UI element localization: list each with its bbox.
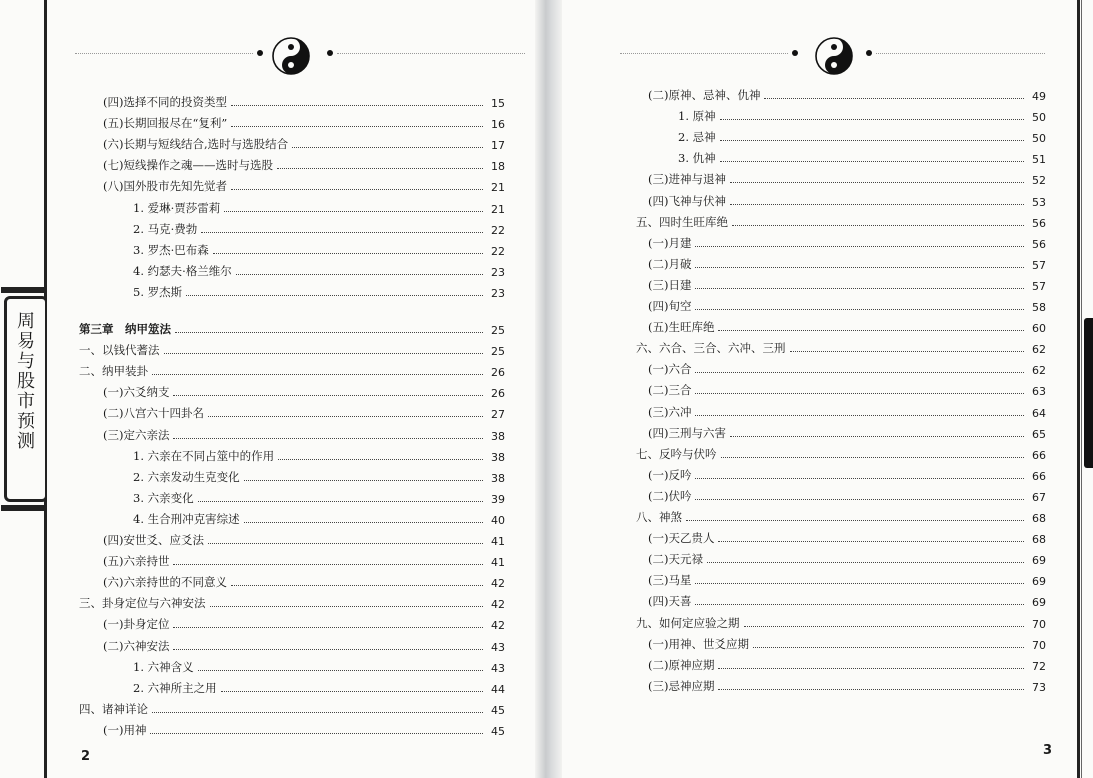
dot-leader: [186, 295, 483, 296]
toc-entry: [79, 317, 505, 337]
dot-leader: [150, 733, 483, 734]
toc-entry-title: (三)六冲: [648, 404, 692, 419]
dot-leader: [231, 126, 483, 127]
dot-leader: [718, 668, 1024, 669]
toc-entry-title: (四)安世爻、应爻法: [103, 533, 204, 547]
toc-entry-page: 52: [1032, 174, 1046, 188]
toc-entry-page: 43: [491, 661, 505, 675]
dot-leader: [210, 606, 484, 607]
right-page: [562, 0, 1062, 778]
dot-leader: [244, 522, 483, 523]
toc-entry-page: 57: [1032, 279, 1046, 293]
toc-entry-title: 第三章 纳甲筮法: [79, 322, 171, 336]
dot-leader: [231, 105, 483, 106]
toc-entry-page: 70: [1032, 617, 1046, 631]
toc-entry-title: 一、以钱代蓍法: [79, 343, 160, 358]
toc-entry-title: (五)六亲持世: [103, 554, 170, 569]
toc-entry-page: 69: [1032, 596, 1046, 610]
toc-entry: [133, 486, 505, 506]
dot-leader: [231, 189, 483, 190]
dot-leader: [236, 274, 483, 275]
toc-entry-page: 22: [491, 244, 505, 258]
toc-entry-title: (三)日建: [648, 277, 692, 292]
toc-entry-page: 38: [491, 471, 505, 485]
dot-leader: [213, 253, 483, 254]
toc-entry-title: (八)国外股市先知先觉者: [103, 179, 227, 194]
dot-leader: [686, 520, 1024, 521]
dot-leader: [164, 353, 484, 354]
toc-entry-page: 25: [491, 345, 505, 359]
toc-entry-title: (二)月破: [648, 256, 692, 271]
toc-entry-page: 69: [1032, 575, 1046, 589]
toc-entry-title: (六)六亲持世的不同意义: [103, 575, 227, 590]
toc-entry-page: 40: [491, 513, 505, 527]
toc-entry-title: (三)定六亲法: [103, 427, 170, 442]
toc-entry-page: 62: [1032, 364, 1046, 378]
toc-entry: [648, 484, 1046, 504]
header-dot-left: [792, 50, 798, 56]
toc-entry-page: 64: [1032, 406, 1046, 420]
toc-entry-page: 41: [491, 556, 505, 570]
spine-bar-top: [1, 287, 49, 293]
book-gutter: [535, 0, 562, 778]
toc-entry: [648, 674, 1046, 694]
toc-entry-title: (四)选择不同的投资类型: [103, 95, 227, 109]
toc-entry-page: 68: [1032, 512, 1046, 525]
right-edge-rule: [1077, 0, 1080, 778]
dot-leader: [695, 246, 1024, 247]
toc-entry-title: (四)三刑与六害: [648, 425, 726, 440]
toc-entry-title: 1. 六神含义: [133, 659, 194, 674]
toc-entry-title: 3. 六亲变化: [133, 490, 194, 505]
toc-entry-title: 三、卦身定位与六神安法: [79, 596, 206, 611]
dot-leader: [721, 457, 1025, 458]
dot-leader: [720, 140, 1024, 141]
toc-entry: [636, 611, 1046, 631]
toc-entry: [648, 589, 1046, 609]
left-page: [47, 0, 535, 778]
toc-entry-title: (一)用神: [103, 722, 147, 737]
toc-entry-title: (二)三合: [648, 383, 692, 398]
toc-entry-page: 56: [1032, 216, 1046, 230]
toc-entry-page: 51: [1032, 153, 1046, 167]
toc-entry-title: 四、诸神详论: [79, 701, 148, 716]
dot-leader: [695, 583, 1024, 584]
toc-entry: [103, 153, 505, 173]
toc-entry-title: (一)用神、世爻应期: [648, 636, 749, 651]
spine-label: [4, 296, 48, 502]
toc-entry-title: 3. 罗杰·巴布森: [133, 242, 209, 257]
dot-leader: [718, 541, 1024, 542]
dot-leader: [278, 459, 483, 460]
right-book-edge: [1062, 0, 1093, 778]
toc-entry-title: (六)长期与短线结合,选时与选股结合: [103, 137, 289, 152]
toc-entry-page: 26: [491, 387, 505, 401]
toc-entry: [648, 378, 1046, 398]
toc-entry-title: 2. 六神所主之用: [133, 680, 217, 695]
toc-entry-title: (三)马星: [648, 573, 692, 588]
header-dotted-rule-right: [337, 53, 525, 54]
dot-leader: [224, 211, 483, 212]
toc-entry: [648, 83, 1046, 103]
dot-leader: [753, 647, 1024, 648]
header-dot-left: [257, 50, 263, 56]
toc-entry: [678, 104, 1046, 124]
dot-leader: [152, 374, 483, 375]
toc-entry: [103, 380, 505, 400]
dot-leader: [277, 168, 483, 169]
toc-entry: [648, 400, 1046, 420]
toc-entry: [648, 315, 1046, 335]
dot-leader: [173, 438, 483, 439]
toc-entry-page: 57: [1032, 258, 1046, 272]
toc-entry-page: 22: [491, 223, 505, 237]
toc-entry-page: 18: [491, 160, 505, 174]
toc-entry-title: (一)月建: [648, 235, 692, 250]
dot-leader: [695, 604, 1024, 605]
toc-entry-page: 69: [1032, 554, 1046, 568]
toc-entry-title: 六、六合、三合、六冲、三刑: [636, 341, 786, 356]
dot-leader: [730, 182, 1024, 183]
toc-entry-title: (二)八宫六十四卦名: [103, 406, 204, 421]
toc-entry: [648, 167, 1046, 187]
toc-entry: [648, 273, 1046, 293]
toc-entry: [103, 549, 505, 569]
toc-entry-title: 1. 六亲在不同占筮中的作用: [133, 448, 275, 463]
toc-entry-title: (三)进神与退神: [648, 172, 726, 187]
toc-entry-title: 5. 罗杰斯: [133, 284, 183, 299]
toc-entry: [133, 238, 505, 258]
dot-leader: [695, 415, 1024, 416]
dot-leader: [231, 585, 483, 586]
dot-leader: [173, 649, 483, 650]
toc-entry: [103, 174, 505, 194]
dot-leader: [720, 119, 1024, 120]
toc-entry: [103, 111, 505, 131]
dot-leader: [720, 161, 1024, 162]
dot-leader: [695, 478, 1024, 479]
toc-entry-page: 56: [1032, 237, 1046, 251]
dot-leader: [744, 626, 1025, 627]
dot-leader: [695, 288, 1024, 289]
dot-leader: [173, 564, 483, 565]
toc-entry-title: (三)忌神应期: [648, 678, 715, 693]
toc-entry-title: (一)六合: [648, 362, 692, 377]
yin-yang-icon: [814, 36, 854, 76]
spine-bar-bottom: [1, 505, 49, 511]
toc-entry-title: (五)生旺库绝: [648, 320, 715, 335]
toc-entry: [103, 132, 505, 152]
toc-entry-page: 49: [1032, 90, 1046, 103]
toc-entry: [133, 280, 505, 300]
toc-entry-title: (七)短线操作之魂——选时与选股: [103, 158, 273, 173]
dot-leader: [695, 372, 1024, 373]
toc-entry: [636, 505, 1046, 525]
toc-entry: [133, 465, 505, 485]
header-dot-right: [866, 50, 872, 56]
dot-leader: [790, 351, 1025, 352]
toc-entry: [133, 676, 505, 696]
toc-entry-page: 62: [1032, 343, 1046, 357]
toc-entry-title: 二、纳甲装卦: [79, 364, 148, 379]
toc-entry-title: 4. 约瑟夫·格兰维尔: [133, 263, 232, 278]
dot-leader: [718, 330, 1024, 331]
toc-entry: [133, 196, 505, 216]
toc-entry: [103, 528, 505, 548]
toc-entry: [648, 568, 1046, 588]
toc-entry: [133, 655, 505, 675]
toc-entry-page: 70: [1032, 638, 1046, 652]
dot-leader: [201, 232, 483, 233]
right-edge-rule-thin: [1081, 0, 1082, 778]
dot-leader: [173, 627, 483, 628]
dot-leader: [173, 395, 483, 396]
toc-entry-title: (二)原神应期: [648, 657, 715, 672]
dot-leader: [695, 309, 1024, 310]
toc-entry-page: 58: [1032, 301, 1046, 314]
toc-entry-page: 72: [1032, 659, 1046, 673]
dot-leader: [198, 501, 483, 502]
toc-entry-title: 2. 忌神: [678, 130, 716, 145]
toc-entry-title: 九、如何定应验之期: [636, 615, 740, 630]
toc-entry: [133, 259, 505, 279]
toc-entry-title: 1. 原神: [678, 109, 716, 124]
toc-entry-title: (一)卦身定位: [103, 617, 170, 632]
dot-leader: [718, 689, 1024, 690]
dot-leader: [208, 416, 483, 417]
toc-entry: [103, 718, 505, 738]
left-book-edge: [0, 0, 47, 778]
dot-leader: [221, 691, 483, 692]
toc-entry-page: 16: [491, 118, 505, 132]
dot-leader: [732, 225, 1024, 226]
toc-entry-title: (二)六神安法: [103, 638, 170, 653]
toc-entry-page: 15: [491, 97, 505, 110]
dot-leader: [695, 267, 1024, 268]
page-number: 2: [81, 749, 91, 764]
toc-entry-page: 42: [491, 619, 505, 633]
toc-entry-page: 25: [491, 324, 505, 337]
toc-entry: [133, 217, 505, 237]
toc-entry: [133, 444, 505, 464]
toc-entry-title: (一)天乙贵人: [648, 531, 715, 546]
toc-entry-page: 45: [491, 703, 505, 717]
header-dotted-rule-right: [876, 53, 1045, 54]
toc-entry: [79, 697, 505, 717]
toc-entry-page: 44: [491, 682, 505, 696]
right-header-ornament: [620, 36, 1045, 76]
toc-entry-page: 23: [491, 286, 505, 300]
toc-entry: [648, 526, 1046, 546]
toc-entry-page: 27: [491, 408, 505, 422]
page-number: 3: [1043, 743, 1053, 758]
header-dot-right: [327, 50, 333, 56]
toc-entry: [103, 634, 505, 654]
toc-entry: [103, 570, 505, 590]
dot-leader: [764, 98, 1024, 99]
toc-entry-page: 43: [491, 640, 505, 654]
toc-entry: [648, 653, 1046, 673]
dot-leader: [730, 204, 1024, 205]
toc-entry-page: 42: [491, 577, 505, 591]
right-edge-tab: [1084, 318, 1093, 468]
toc-entry-page: 50: [1032, 132, 1046, 146]
toc-entry-page: 26: [491, 366, 505, 380]
toc-entry: [648, 421, 1046, 441]
toc-entry-title: 4. 生合刑冲克害综述: [133, 511, 240, 526]
toc-entry: [648, 632, 1046, 652]
toc-entry-title: 2. 六亲发动生克变化: [133, 469, 240, 484]
toc-entry-page: 67: [1032, 490, 1046, 504]
toc-entry-title: 3. 仇神: [678, 151, 716, 166]
toc-entry-title: (四)天喜: [648, 594, 692, 609]
toc-entry: [636, 210, 1046, 230]
toc-entry: [79, 591, 505, 611]
toc-entry-title: (二)伏吟: [648, 488, 692, 503]
toc-entry-page: 23: [491, 265, 505, 279]
dot-leader: [730, 436, 1024, 437]
toc-entry-title: 2. 马克·费勃: [133, 221, 198, 236]
toc-entry-page: 50: [1032, 111, 1046, 125]
toc-entry-page: 63: [1032, 385, 1046, 399]
toc-entry-page: 42: [491, 598, 505, 612]
toc-entry: [636, 336, 1046, 356]
toc-entry: [103, 401, 505, 421]
toc-entry-page: 68: [1032, 533, 1046, 547]
toc-entry: [648, 357, 1046, 377]
toc-entry-page: 39: [491, 492, 505, 506]
left-header-ornament: [75, 36, 525, 76]
toc-entry-title: (二)原神、忌神、仇神: [648, 88, 761, 102]
toc-entry-page: 53: [1032, 195, 1046, 209]
toc-entry-page: 66: [1032, 469, 1046, 483]
toc-entry: [678, 146, 1046, 166]
toc-entry-page: 21: [491, 181, 505, 195]
dot-leader: [244, 480, 483, 481]
toc-entry-title: 七、反吟与伏吟: [636, 446, 717, 461]
toc-entry: [79, 359, 505, 379]
toc-entry: [648, 252, 1046, 272]
toc-entry: [648, 294, 1046, 314]
toc-entry: [103, 423, 505, 443]
toc-entry: [678, 125, 1046, 145]
toc-entry-page: 66: [1032, 448, 1046, 462]
toc-entry: [648, 547, 1046, 567]
header-dotted-rule-left: [620, 53, 788, 54]
toc-entry-title: (五)长期回报尽在“复利”: [103, 116, 228, 131]
toc-entry-page: 65: [1032, 427, 1046, 441]
toc-entry-title: (二)天元禄: [648, 552, 703, 567]
dot-leader: [152, 712, 483, 713]
dot-leader: [198, 670, 483, 671]
toc-entry-page: 21: [491, 202, 505, 216]
toc-entry-title: (四)飞神与伏神: [648, 193, 726, 208]
toc-entry: [648, 231, 1046, 251]
toc-entry: [79, 338, 505, 358]
yin-yang-icon: [271, 36, 311, 76]
toc-entry: [103, 612, 505, 632]
toc-entry-page: 60: [1032, 322, 1046, 336]
toc-entry-title: 八、神煞: [636, 510, 682, 524]
toc-entry-title: (一)反吟: [648, 467, 692, 482]
dot-leader: [695, 393, 1024, 394]
toc-entry-title: 1. 爱琳·贾莎雷莉: [133, 200, 221, 215]
toc-entry: [103, 90, 505, 110]
toc-entry-page: 45: [491, 724, 505, 738]
toc-entry-page: 38: [491, 450, 505, 464]
toc-entry-page: 17: [491, 139, 505, 153]
header-dotted-rule-left: [75, 53, 253, 54]
toc-entry-title: (一)六爻纳支: [103, 385, 170, 400]
toc-entry-page: 41: [491, 535, 505, 548]
toc-entry-page: 38: [491, 429, 505, 443]
dot-leader: [208, 543, 483, 544]
toc-entry: [648, 463, 1046, 483]
dot-leader: [707, 562, 1024, 563]
spine-title: 周易与股市预测: [14, 311, 35, 451]
dot-leader: [292, 147, 483, 148]
toc-entry-title: (四)旬空: [648, 299, 692, 313]
toc-entry: [636, 442, 1046, 462]
toc-entry: [648, 189, 1046, 209]
toc-entry-title: 五、四时生旺库绝: [636, 214, 728, 229]
toc-entry: [133, 507, 505, 527]
dot-leader: [175, 332, 483, 333]
toc-entry-page: 73: [1032, 680, 1046, 694]
dot-leader: [695, 499, 1024, 500]
